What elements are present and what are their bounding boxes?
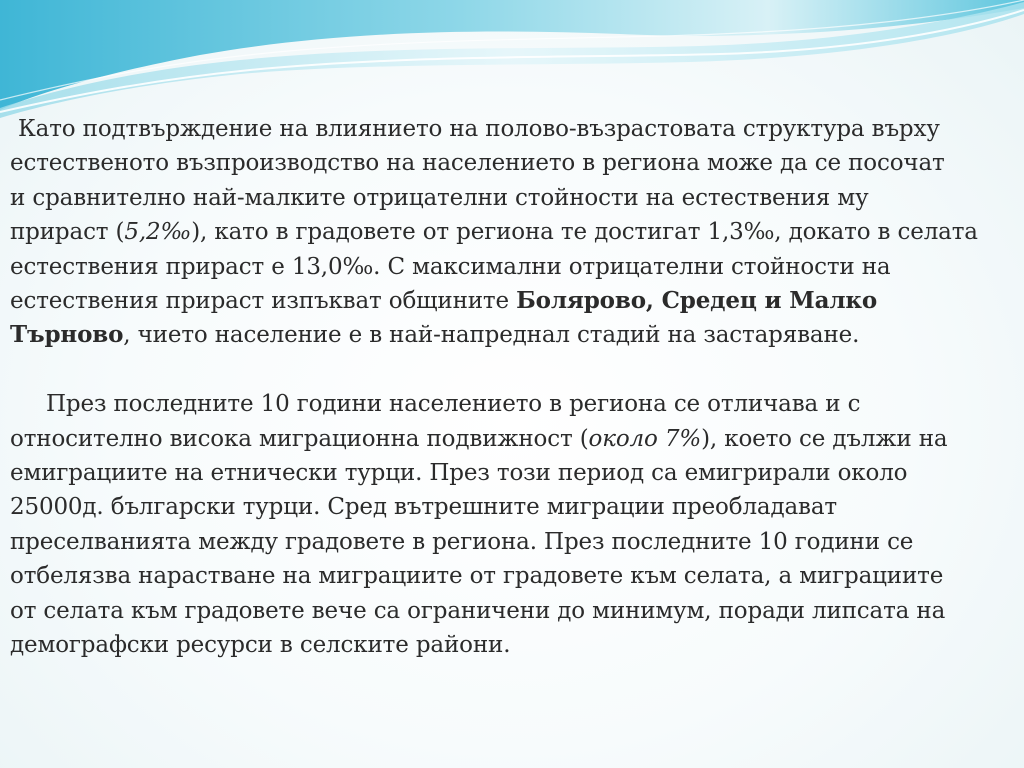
text-line [10, 215, 1015, 249]
text-segment: емиграциите на етнически турци. През този период са емигрирали около [10, 460, 908, 487]
text-segment: , чието население е в най-напреднал стадий на застаряване. [123, 322, 860, 349]
text-line [10, 112, 1015, 146]
bold-municipalities: Болярово, Средец и Малко [516, 287, 878, 315]
text-line [10, 422, 1015, 456]
text-line [10, 250, 1015, 284]
text-segment: относително висока миграционна подвижност ( [10, 425, 589, 452]
paragraph-1 [10, 112, 1015, 353]
text-segment: и сравнително най-малките отрицателни стойности на естествения му [10, 184, 869, 211]
paragraph-gap [10, 353, 1015, 387]
text-line [10, 146, 1015, 180]
italic-value: 5,2‰ [124, 219, 192, 246]
text-line [10, 181, 1015, 215]
text-segment: ), което се дължи на [701, 425, 948, 452]
text-segment: от селата към градовете вече са ограничени до минимум, поради липсата на [10, 597, 946, 624]
text-segment: 25000д. български турци. Сред вътрешните миграции преобладават [10, 494, 837, 521]
text-segment: ), като в градовете от региона те достигат 1,3‰, докато в селата [191, 219, 978, 246]
text-segment: преселванията между градовете в региона. През последните 10 години се [10, 528, 914, 555]
text-segment: отбелязва нарастване на миграциите от градовете към селата, а миграциите [10, 563, 944, 590]
text-line [10, 525, 1015, 559]
text-line [10, 284, 1015, 318]
text-segment: През последните 10 години населението в региона се отличава и с [46, 391, 861, 418]
bold-municipality: Търново [10, 321, 124, 349]
text-line [10, 456, 1015, 490]
italic-value: около 7% [588, 425, 702, 452]
slide-body-text [10, 112, 1015, 662]
text-line [10, 387, 1015, 421]
text-segment: естествения прираст изпъкват общините [10, 288, 517, 315]
text-segment: естествения прираст е 13,0‰. С максимални отрицателни стойности на [10, 253, 891, 280]
text-segment: прираст ( [10, 219, 125, 246]
text-line [10, 628, 1015, 662]
text-segment: демографски ресурси в селските райони. [10, 632, 511, 659]
text-segment: Като подтвърждение на влиянието на полово-възрастовата структура върху [18, 116, 940, 142]
text-line [10, 559, 1015, 593]
text-line [10, 490, 1015, 524]
text-line [10, 594, 1015, 628]
text-segment: естественото възпроизводство на населението в региона може да се посочат [10, 150, 945, 177]
paragraph-2 [10, 387, 1015, 662]
text-line [10, 318, 1015, 352]
